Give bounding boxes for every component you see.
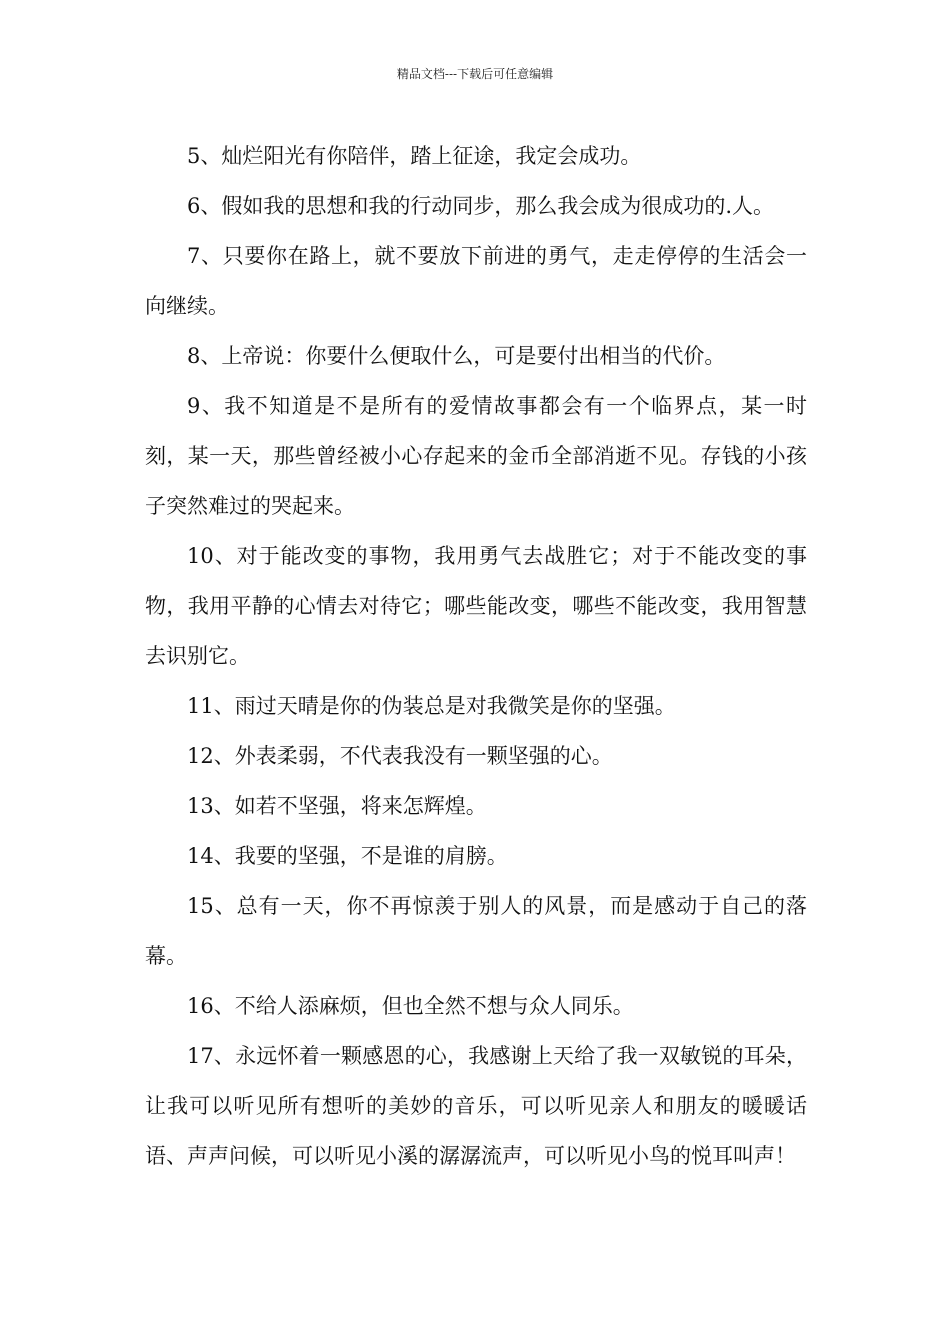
page-header: 精品文档---下载后可任意编辑 — [396, 67, 554, 81]
document-body — [145, 131, 807, 1181]
paragraph-7: 7、只要你在路上，就不要放下前进的勇气，走走停停的生活会一向继续。 — [145, 244, 807, 318]
paragraph-13: 13、如若不坚强，将来怎辉煌。 — [187, 794, 487, 818]
paragraph-12: 12、外表柔弱，不代表我没有一颗坚强的心。 — [187, 744, 613, 768]
paragraph-16: 16、不给人添麻烦，但也全然不想与众人同乐。 — [187, 994, 634, 1018]
paragraph-15: 15、总有一天，你不再惊羡于别人的风景，而是感动于自己的落幕。 — [145, 894, 807, 968]
paragraph-9: 9、我不知道是不是所有的爱情故事都会有一个临界点，某一时刻，某一天，那些曾经被小心存起来的金币全部消逝不见。存钱的小孩子突然难过的哭起来。 — [145, 394, 807, 518]
paragraph-5: 5、灿烂阳光有你陪伴，踏上征途，我定会成功。 — [187, 144, 642, 168]
paragraph-14: 14、我要的坚强，不是谁的肩膀。 — [187, 844, 508, 868]
paragraph-11: 11、雨过天晴是你的伪装总是对我微笑是你的坚强。 — [187, 694, 676, 718]
paragraph-17: 17、永远怀着一颗感恩的心，我感谢上天给了我一双敏锐的耳朵，让我可以听见所有想听的美妙的音乐，可以听见亲人和朋友的暖暖话语、声声问候，可以听见小溪的潺潺流声，可以听见小鸟的悦耳叫声！ — [145, 1044, 807, 1168]
paragraph-10: 10、对于能改变的事物，我用勇气去战胜它；对于不能改变的事物，我用平静的心情去对待它；哪些能改变，哪些不能改变，我用智慧去识别它。 — [145, 544, 807, 668]
paragraph-6: 6、假如我的思想和我的行动同步，那么我会成为很成功的.人。 — [187, 194, 775, 218]
paragraph-8: 8、上帝说：你要什么便取什么，可是要付出相当的代价。 — [187, 344, 726, 368]
